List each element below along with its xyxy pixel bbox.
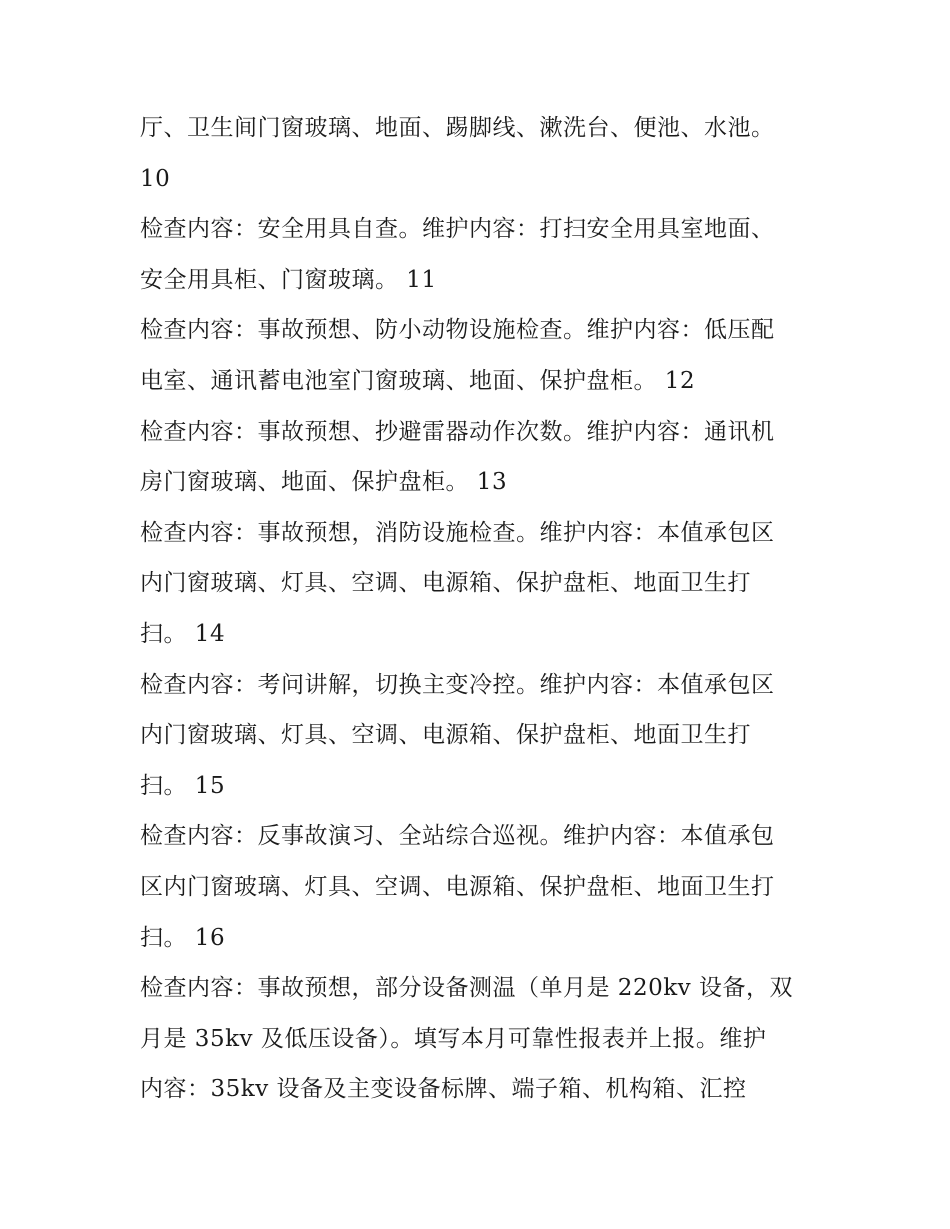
text-line: 检查内容：事故预想，部分设备测温（单月是 220kv 设备，双: [140, 975, 793, 1002]
text-line: 厅、卫生间门窗玻璃、地面、踢脚线、漱洗台、便池、水池。: [140, 115, 775, 141]
text-line: 扫。 15: [140, 772, 226, 799]
text-line: 内容：35kv 设备及主变设备标牌、端子箱、机构箱、汇控: [140, 1076, 747, 1103]
text-line: 扫。 14: [140, 620, 226, 647]
text-line: 内门窗玻璃、灯具、空调、电源箱、保护盘柜、地面卫生打: [140, 722, 751, 749]
text-line: 检查内容：考问讲解，切换主变冷控。维护内容：本值承包区: [140, 671, 775, 698]
text-line: 内门窗玻璃、灯具、空调、电源箱、保护盘柜、地面卫生打: [140, 570, 751, 597]
document-body: [140, 103, 820, 1115]
text-line: 安全用具柜、门窗玻璃。 11: [140, 266, 437, 293]
text-line: 房门窗玻璃、地面、保护盘柜。 13: [140, 469, 508, 496]
text-line: 区内门窗玻璃、灯具、空调、电源箱、保护盘柜、地面卫生打: [140, 873, 775, 900]
text-line: 检查内容：反事故演习、全站综合巡视。维护内容：本值承包: [140, 823, 775, 850]
text-line: 10: [140, 165, 171, 192]
text-line: 电室、通讯蓄电池室门窗玻璃、地面、保护盘柜。 12: [140, 367, 696, 394]
text-line: 检查内容：安全用具自查。维护内容：打扫安全用具室地面、: [140, 216, 775, 243]
text-line: 月是 35kv 及低压设备）。填写本月可靠性报表并上报。维护: [140, 1025, 767, 1052]
text-line: 检查内容：事故预想、防小动物设施检查。维护内容：低压配: [140, 317, 775, 344]
text-line: 检查内容：事故预想、抄避雷器动作次数。维护内容：通讯机: [140, 418, 775, 445]
text-line: 检查内容：事故预想，消防设施检查。维护内容：本值承包区: [140, 519, 775, 546]
text-line: 扫。 16: [140, 924, 226, 951]
